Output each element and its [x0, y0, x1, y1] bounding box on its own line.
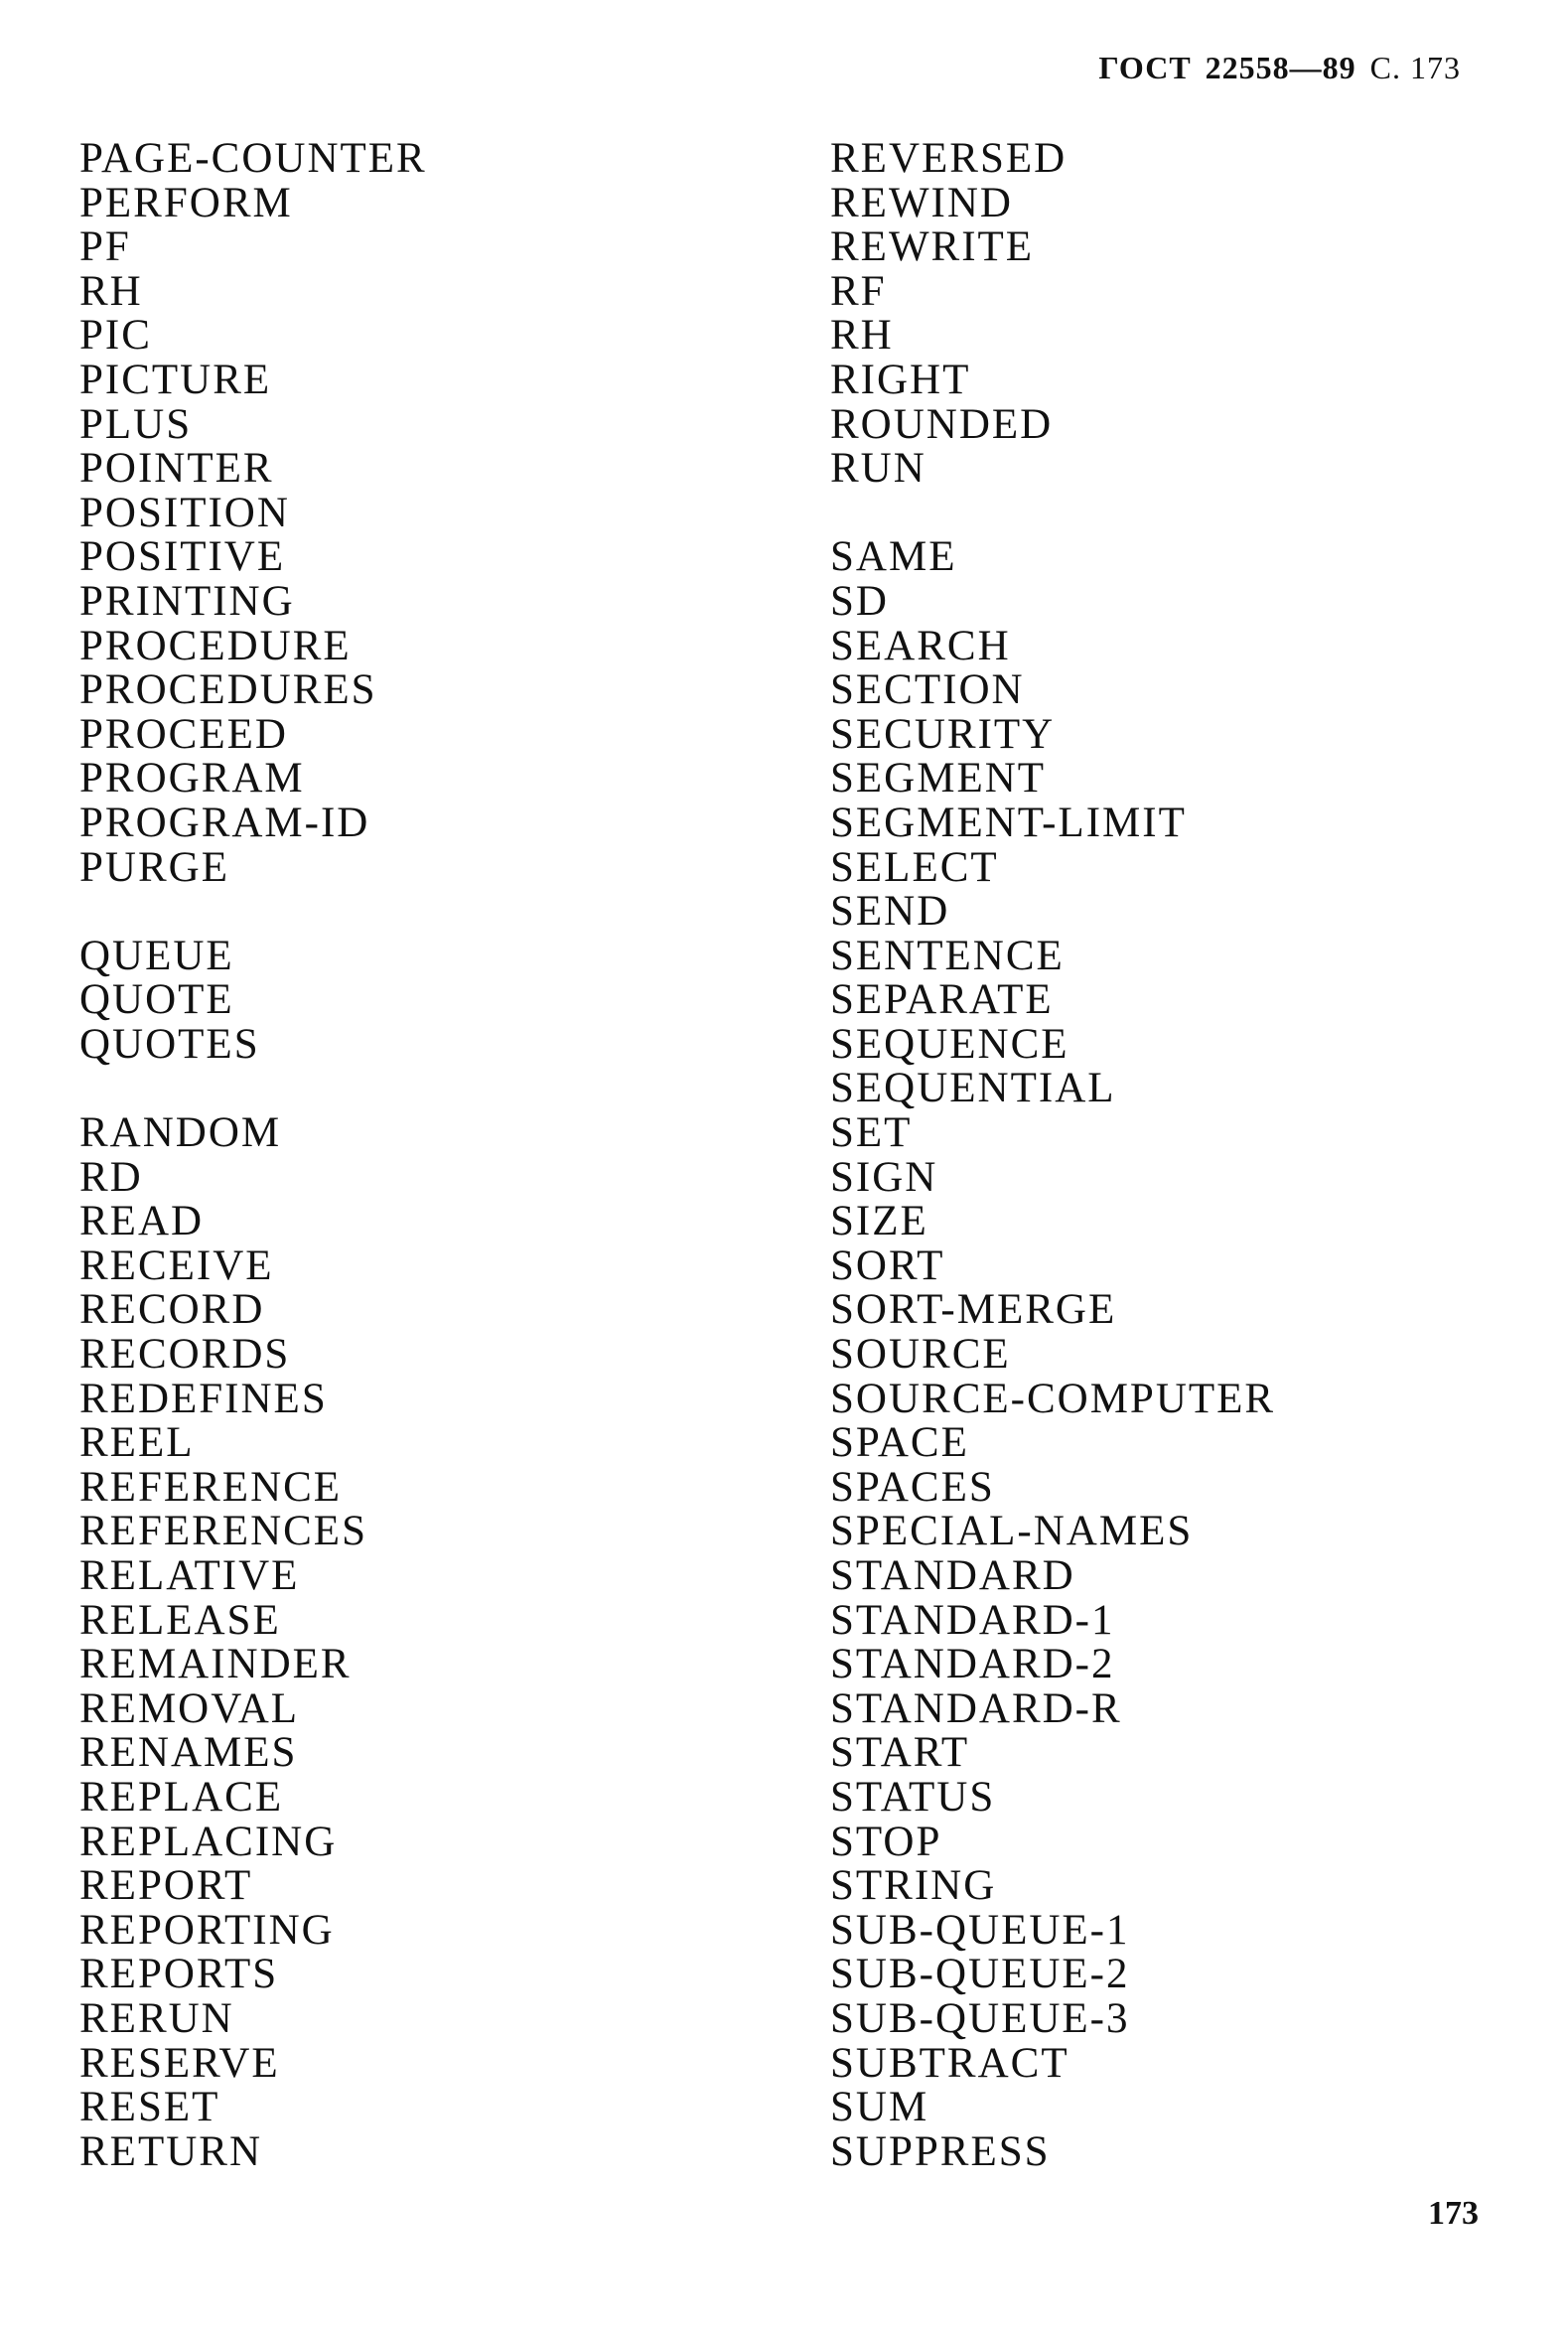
reserved-word: RELATIVE	[79, 1552, 300, 1599]
reserved-word: SEARCH	[830, 622, 1011, 669]
reserved-word: SECTION	[830, 666, 1025, 714]
reserved-word: PLUS	[79, 400, 193, 448]
reserved-word: STRING	[830, 1862, 997, 1910]
reserved-word: PRINTING	[79, 577, 295, 625]
reserved-word: RELEASE	[79, 1596, 281, 1644]
reserved-word: SEND	[830, 888, 950, 936]
reserved-words-right-column	[830, 137, 1275, 2174]
reserved-word: SEPARATE	[830, 976, 1054, 1024]
reserved-word: SPACE	[830, 1419, 969, 1467]
reserved-word: REPLACING	[79, 1818, 338, 1865]
reserved-word: SEGMENT	[830, 755, 1047, 803]
reserved-word: READ	[79, 1198, 205, 1245]
reserved-word: SPECIAL-NAMES	[830, 1508, 1194, 1555]
reserved-word: REFERENCES	[79, 1508, 367, 1555]
reserved-word: REDEFINES	[79, 1375, 328, 1422]
reserved-word: REFERENCE	[79, 1463, 343, 1511]
reserved-word: RH	[79, 267, 143, 315]
reserved-word: REPORTS	[79, 1951, 279, 1998]
reserved-word: SEQUENCE	[830, 1020, 1069, 1068]
reserved-word: RUN	[830, 445, 927, 493]
reserved-word: RIGHT	[830, 356, 971, 403]
reserved-word: SORT	[830, 1241, 945, 1289]
reserved-word: STANDARD-2	[830, 1641, 1115, 1688]
reserved-word: PAGE-COUNTER	[79, 135, 427, 182]
reserved-word: RESET	[79, 2084, 220, 2131]
reserved-word: PROGRAM-ID	[79, 799, 370, 846]
reserved-word: REVERSED	[830, 135, 1068, 182]
reserved-word: PIC	[79, 312, 152, 360]
reserved-word: REPORTING	[79, 1906, 335, 1954]
reserved-word: SUB-QUEUE-1	[830, 1906, 1130, 1954]
reserved-word: SPACES	[830, 1463, 995, 1511]
reserved-word: RD	[79, 1153, 143, 1201]
page-header	[1098, 50, 1461, 86]
reserved-word: SOURCE-COMPUTER	[830, 1375, 1276, 1422]
reserved-word: RENAMES	[79, 1729, 298, 1777]
reserved-word: START	[830, 1729, 970, 1777]
reserved-word: ROUNDED	[830, 400, 1054, 448]
reserved-word: REPORT	[79, 1862, 253, 1910]
reserved-word: REMAINDER	[79, 1641, 352, 1688]
reserved-word: PROCEED	[79, 710, 288, 758]
reserved-word: RANDOM	[79, 1109, 282, 1157]
group-spacer	[79, 890, 427, 935]
reserved-word: STANDARD-R	[830, 1684, 1122, 1732]
reserved-words-left-column	[79, 137, 427, 2174]
reserved-word: SUB-QUEUE-2	[830, 1951, 1130, 1998]
reserved-word: SUM	[830, 2084, 929, 2131]
reserved-word: STANDARD	[830, 1552, 1075, 1599]
reserved-word: RECORDS	[79, 1331, 291, 1379]
reserved-word: QUEUE	[79, 932, 234, 979]
reserved-word: SD	[830, 577, 889, 625]
reserved-word: RECEIVE	[79, 1241, 274, 1289]
reserved-word: SECURITY	[830, 710, 1056, 758]
reserved-word: PROCEDURES	[79, 666, 377, 714]
reserved-word: SELECT	[830, 843, 999, 891]
page-reference: С. 173	[1369, 50, 1461, 85]
reserved-word: POINTER	[79, 445, 274, 493]
reserved-word: SUB-QUEUE-3	[830, 1994, 1130, 2042]
reserved-word: RERUN	[79, 1994, 234, 2042]
reserved-word: PURGE	[79, 843, 229, 891]
reserved-word: POSITION	[79, 489, 290, 536]
reserved-word: PROGRAM	[79, 755, 305, 803]
reserved-word: SAME	[830, 533, 957, 581]
reserved-word: QUOTES	[79, 1020, 260, 1068]
reserved-word: PROCEDURE	[79, 622, 352, 669]
group-spacer	[830, 492, 1275, 536]
reserved-word: REWRITE	[830, 223, 1035, 271]
reserved-word: RF	[830, 267, 887, 315]
standard-code: ГОСТ	[1098, 50, 1192, 85]
reserved-word: STOP	[830, 1818, 942, 1865]
reserved-word: SORT-MERGE	[830, 1286, 1117, 1334]
reserved-word: RECORD	[79, 1286, 265, 1334]
footer-page-number: 173	[1428, 2195, 1479, 2232]
reserved-word: SIZE	[830, 1198, 928, 1245]
reserved-word: RETURN	[79, 2127, 262, 2175]
reserved-word: QUOTE	[79, 976, 234, 1024]
reserved-word: SEGMENT-LIMIT	[830, 799, 1187, 846]
reserved-word: REPLACE	[79, 1773, 284, 1821]
reserved-word: REMOVAL	[79, 1684, 300, 1732]
reserved-word: STATUS	[830, 1773, 996, 1821]
reserved-word: RESERVE	[79, 2039, 280, 2087]
reserved-word: PICTURE	[79, 356, 272, 403]
standard-number: 22558—89	[1205, 50, 1356, 85]
reserved-word: SEQUENTIAL	[830, 1065, 1116, 1112]
reserved-word: PF	[79, 223, 131, 271]
reserved-word: POSITIVE	[79, 533, 286, 581]
reserved-word: SIGN	[830, 1153, 938, 1201]
reserved-word: SENTENCE	[830, 932, 1065, 979]
reserved-word: SUPPRESS	[830, 2127, 1051, 2175]
reserved-word: SET	[830, 1109, 913, 1157]
group-spacer	[79, 1067, 427, 1111]
reserved-word: STANDARD-1	[830, 1596, 1115, 1644]
reserved-word: REEL	[79, 1419, 195, 1467]
reserved-word: SOURCE	[830, 1331, 1011, 1379]
reserved-word: REWIND	[830, 179, 1013, 226]
reserved-word: RH	[830, 312, 894, 360]
reserved-word: SUBTRACT	[830, 2039, 1069, 2087]
reserved-word: PERFORM	[79, 179, 293, 226]
